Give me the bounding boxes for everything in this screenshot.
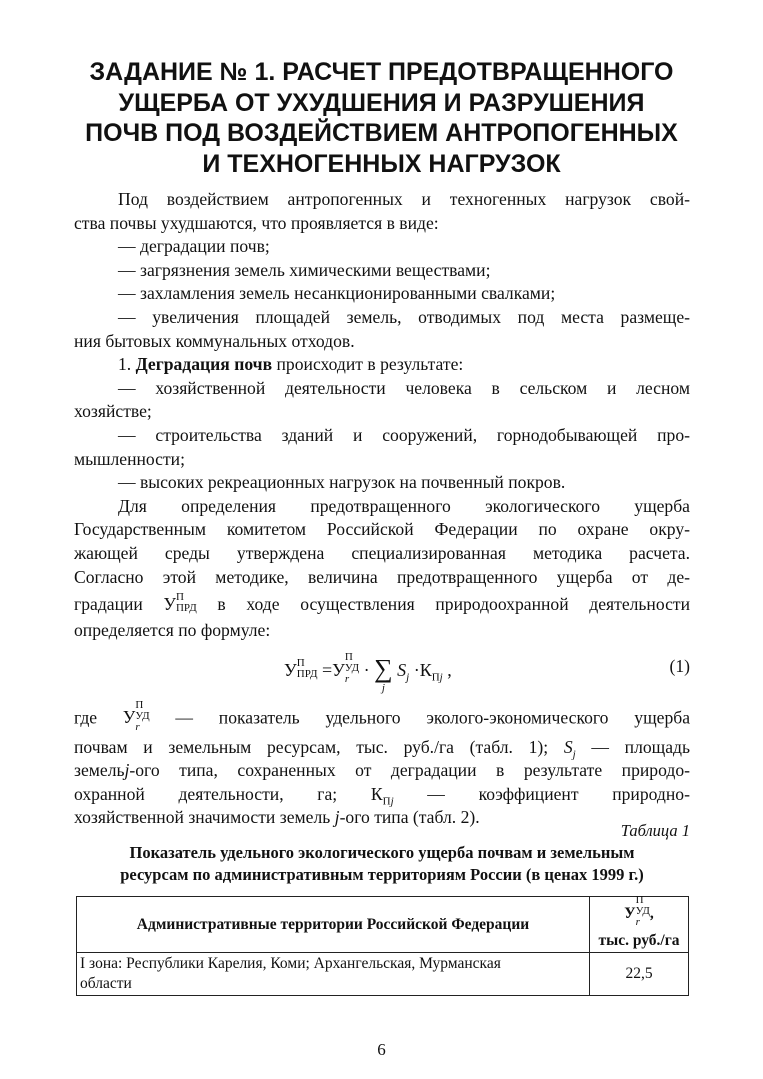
territory-cell	[77, 953, 590, 996]
symbol-U-udr: У П УД r	[122, 698, 150, 733]
column-header-unit: тыс. руб./га	[598, 932, 680, 949]
territory-line: области	[80, 975, 132, 992]
symbol-U-prd: У П ПРД	[163, 591, 197, 615]
method-paragraph-line	[74, 619, 690, 643]
formula-1	[74, 649, 690, 699]
text-line: Для определения предотвращенного экологического ущерба	[118, 495, 690, 516]
list-item-cont	[74, 448, 690, 472]
list-item	[74, 471, 690, 495]
column-header-symbol: У П УД r ,	[624, 894, 654, 928]
symbol-j: j	[334, 807, 340, 828]
list-item-cont	[74, 330, 690, 354]
list-item-text: ния бытовых коммунальных отходов.	[74, 330, 355, 351]
degradation-rest: происходит в результате:	[276, 354, 464, 375]
list-item-text: хозяйстве;	[74, 401, 152, 422]
body-text	[74, 188, 690, 830]
list-item-text: — высоких рекреационных нагрузок на почвенный покров.	[118, 472, 566, 493]
item-number: 1.	[118, 354, 132, 375]
table-row	[77, 953, 689, 996]
where-paragraph	[74, 698, 690, 736]
text-fragment: -ого типа (табл. 2).	[339, 807, 480, 828]
text-line: определяется по формуле:	[74, 620, 271, 641]
text-fragment: -ого типа, сохраненных от деградации в результате природо-	[129, 760, 690, 781]
method-paragraph-line	[74, 589, 690, 619]
list-item-text: — деградации почв;	[118, 236, 270, 257]
symbol-K: $К_{Пj}$ —	[370, 783, 445, 808]
text-fragment: градации	[74, 594, 143, 615]
text-line: Государственным комитетом Российской Федерации по охране окру-	[74, 519, 690, 540]
list-item	[74, 306, 690, 330]
list-item	[74, 235, 690, 259]
intro-paragraph-cont	[74, 212, 690, 236]
method-paragraph-line	[74, 518, 690, 542]
sum-sign: ∑ j	[374, 653, 393, 694]
column-header-territory: Административные территории Российской Федерации	[77, 897, 590, 953]
method-paragraph-line	[74, 566, 690, 590]
page-number: 6	[377, 1040, 386, 1059]
title-line: УЩЕРБА ОТ УХУДШЕНИЯ И РАЗРУШЕНИЯ	[118, 88, 645, 117]
text-line: ства почвы ухудшаются, что проявляется в виде:	[74, 212, 439, 233]
text-line: Согласно этой методике, величина предотвращенного ущерба от де-	[74, 566, 690, 587]
damage-table	[76, 896, 689, 996]
text-fragment: почвам и земельным ресурсам, тыс. руб./га (табл. 1);	[74, 736, 549, 757]
title-line: ЗАДАНИЕ № 1. РАСЧЕТ ПРЕДОТВРАЩЕННОГО	[89, 58, 674, 86]
page-title	[60, 57, 703, 179]
list-item-text: — захламления земель несанкционированными свалками;	[118, 283, 556, 304]
where-paragraph-line	[74, 759, 690, 783]
intro-paragraph	[74, 188, 690, 212]
table-heading-line: Показатель удельного экологического ущерба почвам и земельным	[129, 843, 635, 862]
symbol-S: S	[563, 736, 573, 757]
table-label: Таблица 1	[620, 821, 690, 840]
table-caption	[74, 820, 690, 886]
table-header-row	[77, 897, 689, 953]
where-paragraph-line: почвам и земельным ресурсам, тыс. руб./га (табл. 1); $S_j$ — площадь	[74, 736, 690, 761]
list-item-text: мышленности;	[74, 448, 185, 469]
text-fragment: в ходе осуществления природоохранной деятельности	[217, 594, 690, 615]
formula-expression: У П ПРД =У П УД r · ∑ j $S_j \cdot К_{Пj}$ ,	[284, 651, 452, 694]
degradation-heading	[74, 353, 690, 377]
text-line: жающей среды утверждена специализированная методика расчета.	[74, 542, 690, 563]
method-paragraph-line	[74, 542, 690, 566]
list-item-cont	[74, 400, 690, 424]
text-line: Под воздействием антропогенных и техногенных нагрузок свой-	[118, 189, 690, 209]
title-line: ПОЧВ ПОД ВОЗДЕЙСТВИЕМ АНТРОПОГЕННЫХ	[85, 119, 678, 147]
territory-line: I зона: Республики Карелия, Коми; Архангельская, Мурманская	[80, 955, 501, 972]
list-item	[74, 259, 690, 283]
text-fragment: — площадь	[591, 736, 690, 757]
list-item-text: — загрязнения земель химическими веществами;	[118, 259, 491, 280]
list-item-text: — увеличения площадей земель, отводимых под места размеще-	[118, 306, 690, 327]
text-fragment: земель	[74, 760, 125, 781]
degradation-term: Деградация почв	[135, 354, 273, 375]
symbol-j: j	[124, 760, 130, 781]
method-paragraph	[74, 495, 690, 519]
table-heading-line: ресурсам по административным территориям России (в ценах 1999 г.)	[120, 865, 644, 884]
text-fragment: коэффициент	[478, 783, 579, 804]
list-item-text: — строительства зданий и сооружений, горнодобывающей про-	[118, 424, 690, 445]
list-item-text: — хозяйственной деятельности человека в сельском и лесном	[118, 377, 690, 398]
text-fragment: — показатель удельного эколого-экономического ущерба	[175, 707, 690, 728]
list-item	[74, 377, 690, 401]
list-item	[74, 424, 690, 448]
column-header-value	[590, 894, 689, 953]
value-cell: 22,5	[590, 953, 689, 996]
formula-number: (1)	[669, 655, 690, 676]
where-paragraph-line	[74, 783, 690, 807]
list-item	[74, 282, 690, 306]
text-fragment: природно-	[612, 783, 690, 804]
table-heading	[74, 842, 690, 886]
text-fragment: хозяйственной значимости земель	[74, 807, 331, 828]
text-fragment: где	[74, 707, 98, 728]
text-fragment: охранной деятельности, га;	[74, 783, 338, 804]
title-line: И ТЕХНОГЕННЫХ НАГРУЗОК	[202, 149, 561, 178]
